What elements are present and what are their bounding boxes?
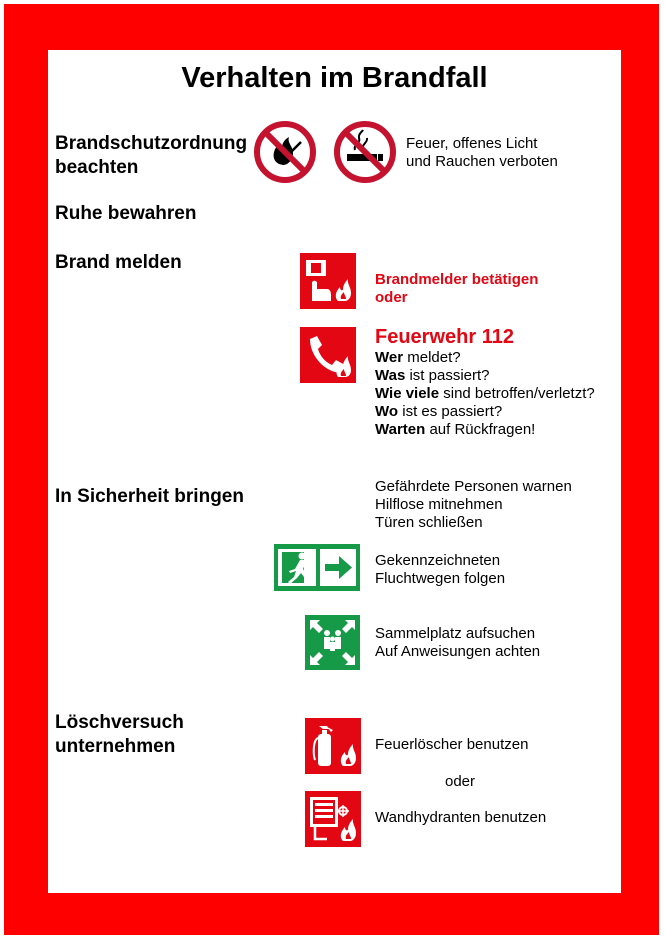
page-title: Verhalten im Brandfall	[181, 62, 488, 94]
fire-emergency-phone-icon	[300, 327, 356, 383]
no-open-flame-icon	[253, 120, 317, 184]
question-line: Wie viele sind betroffen/verletzt?	[375, 385, 595, 402]
fire-prohibition-text: Feuer, offenes Licht und Rauchen verboten	[406, 135, 558, 170]
alarm-instruction-text: Brandmelder betätigen oder	[375, 271, 539, 306]
fire-alarm-button-icon	[300, 253, 356, 309]
heading-ruhe-bewahren: Ruhe bewahren	[55, 203, 197, 224]
sign-content	[48, 50, 621, 893]
question-line: Wer meldet?	[375, 349, 461, 366]
fire-extinguisher-icon	[305, 718, 361, 774]
heading-loeschversuch: Löschversuch unternehmen	[55, 712, 184, 757]
emergency-exit-arrow-icon	[274, 544, 360, 591]
fire-hose-reel-icon	[305, 791, 361, 847]
no-smoking-icon	[333, 120, 397, 184]
question-line: Was ist passiert?	[375, 367, 490, 384]
red-border-frame	[4, 4, 659, 935]
heading-brandschutzordnung: Brandschutzordnung beachten	[55, 133, 248, 178]
or-text: oder	[445, 773, 476, 790]
hydrant-text: Wandhydranten benutzen	[375, 809, 547, 826]
fire-brigade-number: Feuerwehr 112	[375, 326, 514, 348]
assembly-instruction-text: Sammelplatz aufsuchen Auf Anweisungen achten	[375, 625, 541, 660]
heading-in-sicherheit-bringen: In Sicherheit bringen	[55, 486, 244, 507]
question-line: Wo ist es passiert?	[375, 403, 503, 420]
emergency-questions	[375, 349, 595, 439]
extinguisher-text: Feuerlöscher benutzen	[375, 736, 529, 753]
heading-brand-melden: Brand melden	[55, 252, 182, 273]
assembly-point-icon	[305, 615, 360, 670]
question-line: Warten auf Rückfragen!	[375, 421, 536, 438]
safety-instructions: Gefährdete Personen warnen Hilflose mitnehmen Türen schließen	[375, 478, 572, 531]
exit-instruction-text: Gekennzeichneten Fluchtwegen folgen	[375, 552, 506, 587]
